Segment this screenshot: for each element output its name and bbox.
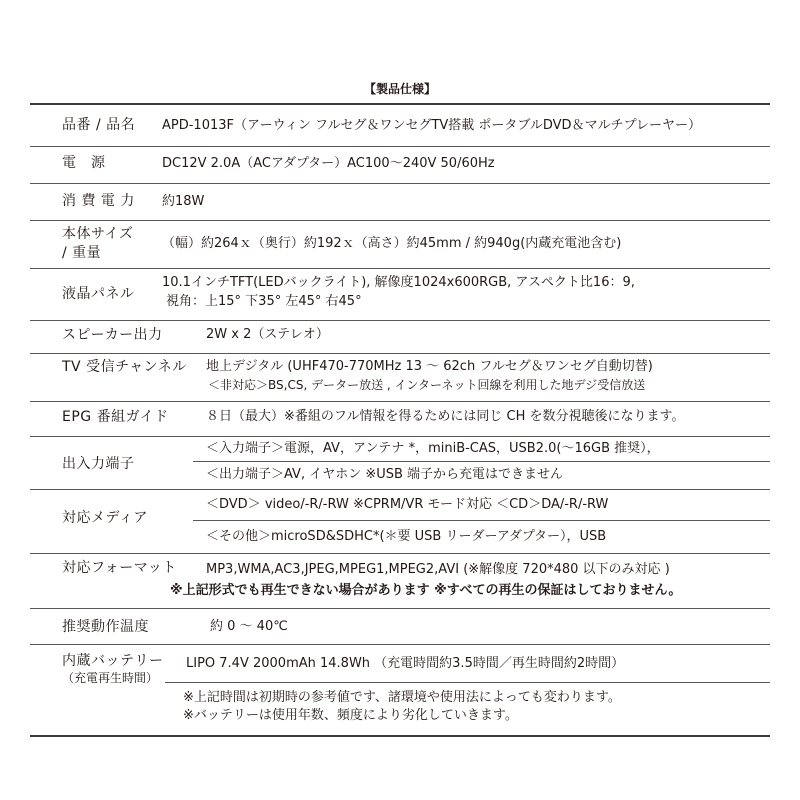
tv-value-line2: ＜非対応＞BS,CS, データー放送 , インターネット回線を利用した地デジ受信放送 (208, 378, 646, 392)
row-divider (30, 268, 770, 269)
row-subdivider (165, 682, 770, 683)
format-value-line1: MP3,WMA,AC3,JPEG,MPEG1,MPEG2,AVI (※解像度 720*480 以下のみ対応 ) (206, 562, 670, 577)
panel-label: 液晶パネル (62, 286, 135, 302)
tv-label: TV 受信チャンネル (62, 359, 187, 375)
media-value-line1: ＜DVD＞ video/-R/-RW ※CPRM/VR モード対応 ＜CD＞DA/-R/-RW (206, 497, 609, 512)
row-divider (30, 401, 770, 402)
row-divider (30, 220, 770, 221)
io-label: 出入力端子 (62, 456, 135, 472)
row-divider (30, 320, 770, 321)
row-divider (30, 489, 770, 490)
io-value-line2: ＜出力端子＞AV, イヤホン ※USB 端子から充電はできません (206, 467, 564, 482)
size-label-line2: / 重量 (62, 245, 102, 261)
row-subdivider (193, 520, 770, 521)
format-label: 対応フォーマット (62, 560, 177, 576)
panel-value-line1: 10.1インチTFT(LEDバックライト), 解像度1024x600RGB, アスペクト比16：9, (162, 275, 635, 290)
battery-label-line1: 内蔵バッテリー (62, 653, 164, 669)
consumption-value: 約18W (162, 194, 205, 209)
row-divider (30, 553, 770, 554)
size-value: （幅）約264ｘ（奥行）約192ｘ（高さ）約45mm / 約940g(内蔵充電池含む) (162, 236, 622, 251)
model-value: APD-1013F（アーウィン フルセグ＆ワンセグTV搭載 ポータブルDVD＆マルチプレーヤー） (162, 118, 702, 133)
format-value-line2: ※上記形式でも再生できない場合があります ※すべての再生の保証はしておりません。 (170, 583, 682, 598)
io-value-line1: ＜入力端子＞電源，AV，アンテナ *，miniB-CAS，USB2.0(～16GB 推奨）， (206, 441, 660, 456)
temp-label: 推奨動作温度 (62, 619, 149, 635)
speaker-label: スピーカー出力 (62, 327, 163, 343)
epg-label: EPG 番組ガイド (62, 409, 169, 425)
battery-label-line2: （充電再生時間） (62, 671, 159, 685)
row-divider (30, 183, 770, 184)
row-divider (30, 644, 770, 645)
row-divider (30, 608, 770, 609)
spec-title: 【製品仕様】 (363, 82, 436, 96)
row-subdivider (193, 461, 770, 462)
size-label-line1: 本体サイズ (62, 226, 134, 242)
speaker-value: 2W x 2（ステレオ） (206, 327, 329, 342)
consumption-label: 消 費 電 力 (62, 193, 135, 209)
row-divider (30, 353, 770, 354)
battery-note-1: ※上記時間は初期時の参考値です、諸環境や使用法によっても変わります。 (183, 690, 621, 705)
temp-value: 約 0 ～ 40℃ (210, 619, 288, 634)
panel-value-line2: 視角：上15° 下35° 左45° 右45° (166, 294, 362, 309)
power-value: DC12V 2.0A（ACアダプター）AC100〜240V 50/60Hz (162, 156, 495, 171)
power-label: 電 源 (62, 155, 106, 171)
row-divider (30, 146, 770, 147)
media-value-line2: ＜その他＞microSD&SDHC*(＊要 USB リーダーアダプター），USB (206, 529, 607, 544)
battery-value: LIPO 7.4V 2000mAh 14.8Wh （充電時間約3.5時間／再生時間約2時間） (186, 656, 625, 671)
row-divider (30, 436, 770, 437)
model-label: 品番 / 品名 (62, 117, 136, 133)
tv-value-line1: 地上デジタル (UHF470-770MHz 13 ～ 62ch フルセグ＆ワンセグ自動切替) (206, 359, 653, 374)
battery-note-2: ※バッテリーは使用年数、頻度により劣化していきます。 (183, 708, 518, 723)
media-label: 対応メディア (62, 510, 148, 526)
epg-value: ８日（最大）※番組のフル情報を得るためには同じ CH を数分視聴後になります。 (206, 409, 685, 424)
